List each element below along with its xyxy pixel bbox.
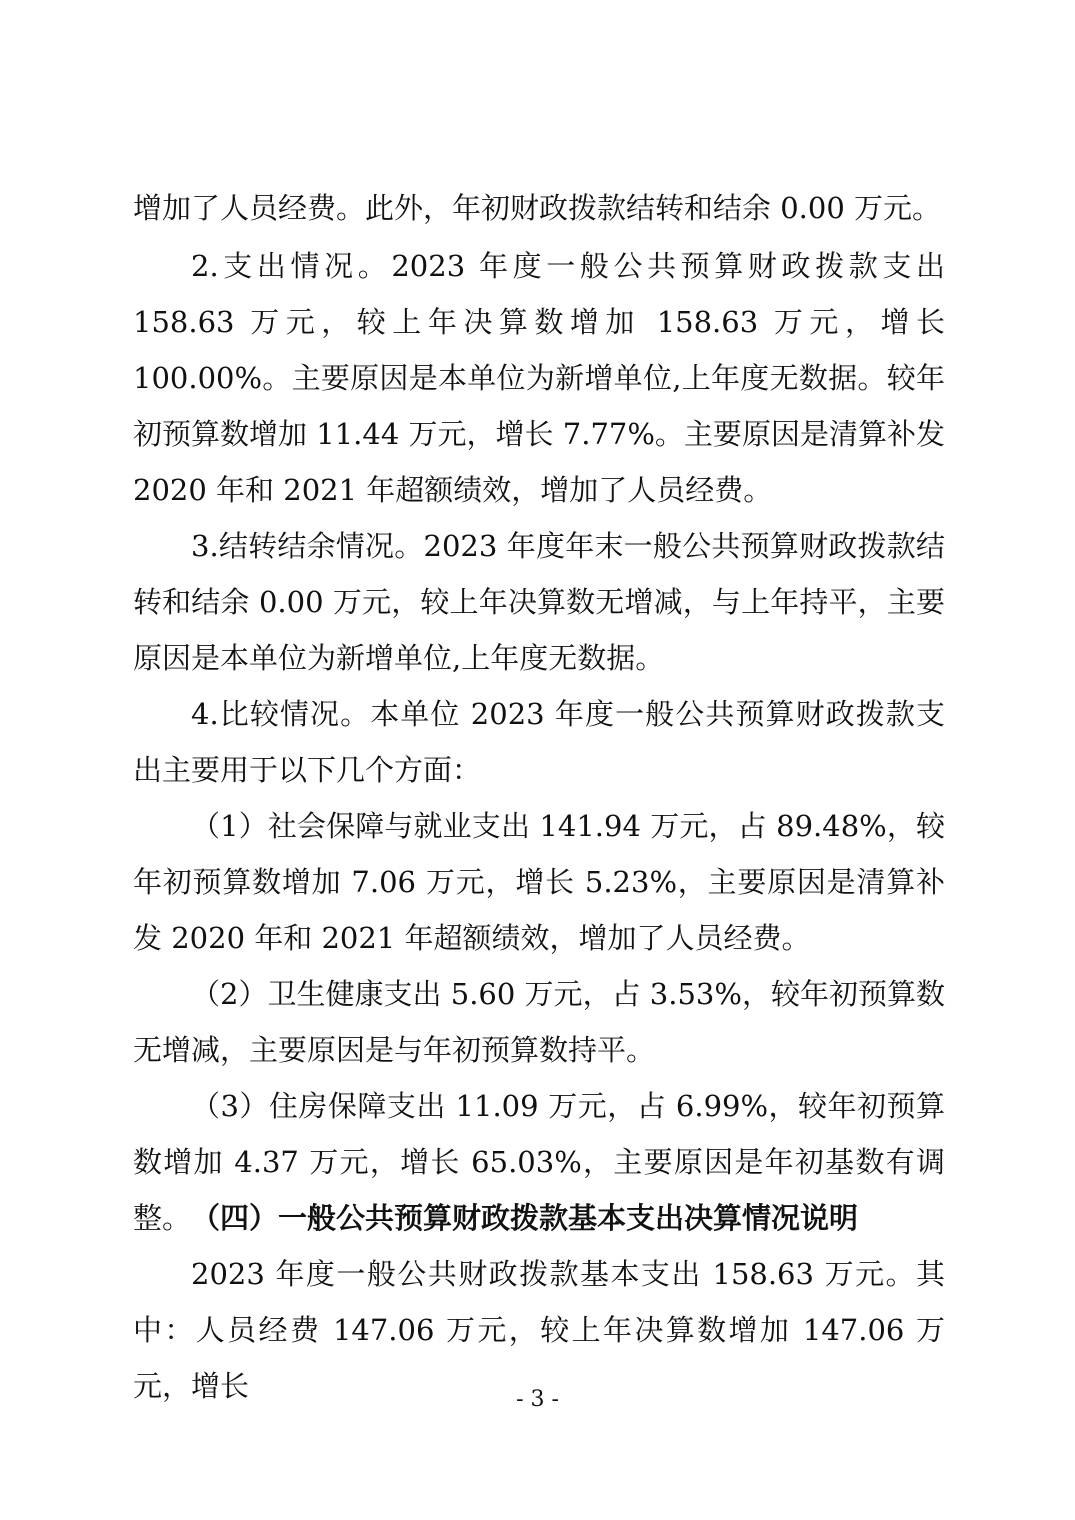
section-heading-basic-expenditure: （四）一般公共预算财政拨款基本支出决算情况说明: [191, 1201, 859, 1235]
paragraph-carryover-balance: 3.结转结余情况。2023 年度年末一般公共预算财政拨款结转和结余 0.00 万元，较上年决算数无增减，与上年持平，主要原因是本单位为新增单位,上年度无数据。: [133, 529, 945, 675]
paragraph-social-security: （1）社会保障与就业支出 141.94 万元，占 89.48%，较年初预算数增加 7.06 万元，增长 5.23%，主要原因是清算补发 2020 年和 2021 年超额绩效，增加了人员经费。: [133, 809, 945, 955]
paragraph-health: （2）卫生健康支出 5.60 万元，占 3.53%，较年初预算数无增减，主要原因是与年初预算数持平。: [133, 977, 945, 1067]
paragraph-income-continuation: 增加了人员经费。此外，年初财政拨款结转和结余 0.00 万元。: [133, 191, 942, 225]
paragraph-basic-expenditure: 2023 年度一般公共财政拨款基本支出 158.63 万元。其中：人员经费 147.06 万元，较上年决算数增加 147.06 万元，增长: [133, 1257, 945, 1403]
paragraph-expenditure-situation: 2.支出情况。2023 年度一般公共预算财政拨款支出 158.63 万元，较上年决算数增加 158.63 万元，增长 100.00%。主要原因是本单位为新增单位,上年度无数据。较年初预算数增加 11.44 万元，增长 7.77%。主要原因是清算补发 2020 年和 2021 年超额绩效，增加了人员经费。: [133, 249, 945, 507]
paragraph-housing: （3）住房保障支出 11.09 万元，占 6.99%，较年初预算数增加 4.37 万元，增长 65.03%，主要原因是年初基数有调整。: [133, 1089, 945, 1235]
paragraph-comparison-intro: 4.比较情况。本单位 2023 年度一般公共预算财政拨款支出主要用于以下几个方面：: [133, 697, 945, 787]
page-number: - 3 -: [516, 1387, 559, 1412]
